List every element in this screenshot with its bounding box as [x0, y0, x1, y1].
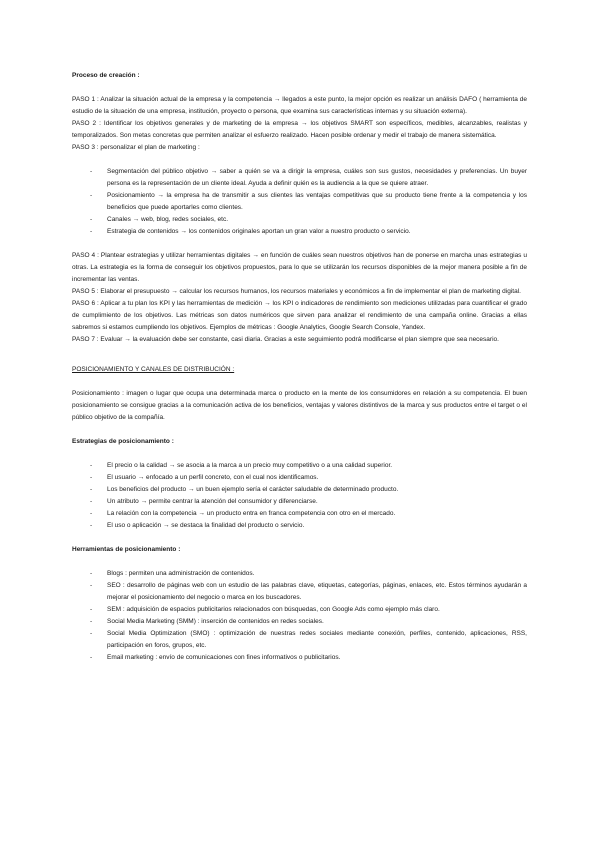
list-item: - Los beneficios del producto → un buen ejemplo sería el carácter saludable de determinado producto.: [90, 486, 399, 493]
herramientas-title: Herramientas de posicionamiento :: [72, 546, 181, 553]
paso-4: PASO 4 : Plantear estrategias y utilizar herramientas digitales → en función de cuáles sean nuestros objetivos han de ponerse en marcha unas estrategias u otras. La estrategia es la forma de conseguir los objetivos propuestos, para lo que se utilizarán los recursos disponibles de la mejor manera posible a fin de incrementar las ventas.: [72, 252, 527, 283]
list-item: - Un atributo → permite centrar la atención del consumidor y diferenciarse.: [90, 498, 318, 505]
list-item: - Email marketing : envío de comunicaciones con fines informativos o publicitarios.: [90, 654, 341, 661]
list-item: - Canales → web, blog, redes sociales, etc.: [90, 216, 229, 223]
section-heading-posicionamiento: POSICIONAMIENTO Y CANALES DE DISTRIBUCIÓN :: [72, 366, 235, 373]
paso-6: PASO 6 : Aplicar a tu plan los KPI y las herramientas de medición → los KPI o indicadores de rendimiento son mediciones utilizadas para cuantificar el grado de cumplimiento de los objetivos. Las métricas son datos numéricos que sirven para analizar el rendimiento de una campaña online. Gracias a ellas sabremos si estamos cumpliendo los objetivos. Ejemplos de métricas : Google Analytics, Google Search Console, Yandex.: [72, 300, 527, 331]
estrategias-list: [72, 460, 527, 532]
list-item: - El precio o la calidad → se asocia a la marca a un precio muy competitivo o a una calidad superior.: [90, 462, 393, 469]
posicionamiento-intro: Posicionamiento : imagen o lugar que ocupa una determinada marca o producto en la mente de los consumidores en relación a su competencia. El buen posicionamiento se consigue gracias a la comunicación activa de los beneficios, ventajas y valores distintivos de la marca y sus productos entre el target o el público objetivo de la compañía.: [72, 390, 527, 421]
paso-5: PASO 5 : Elaborar el presupuesto → calcular los recursos humanos, los recursos materiales y económicos a fin de implementar el plan de marketing digital.: [72, 288, 521, 295]
paso-3: PASO 3 : personalizar el plan de marketing :: [72, 144, 200, 151]
paso-2: PASO 2 : Identificar los objetivos generales y de marketing de la empresa → los objetivos SMART son específicos, medibles, alcanzables, realistas y temporalizados. Son metas concretas que permiten analizar el esfuerzo realizado. Hacen posible ordenar y medir el trabajo de manera sistemática.: [72, 120, 527, 139]
pasos-4-7: [72, 250, 527, 346]
paso-3-list: [72, 166, 527, 238]
list-item: - La relación con la competencia → un producto entra en franca competencia con otro en el mercado.: [90, 510, 396, 517]
document-page: [72, 70, 527, 664]
paso-7: PASO 7 : Evaluar → la evaluación debe ser constante, casi diaria. Gracias a este seguimiento podrá modificarse el plan siempre que sea necesario.: [72, 336, 499, 343]
pasos-1-3: [72, 94, 527, 154]
list-item: - El usuario → enfocado a un perfil concreto, con el cual nos identificamos.: [90, 474, 319, 481]
paso-1: PASO 1 : Analizar la situación actual de la empresa y la competencia → llegados a este punto, la mejor opción es realizar un análisis DAFO ( herramienta de estudio de la situación de una empresa, institución, proyecto o persona, que examina sus características internas y su situación externa).: [72, 96, 527, 115]
list-item: - SEO : desarrollo de páginas web con un estudio de las palabras clave, etiquetas, categorías, páginas, enlaces, etc. Estos términos ayudarán a mejorar el posicionamiento del negocio o marca en los buscadores.: [90, 582, 527, 601]
section-title-proceso: Proceso de creación :: [72, 72, 140, 79]
list-item: - Social Media Marketing (SMM) : inserción de contenidos en redes sociales.: [90, 618, 324, 625]
herramientas-list: [72, 568, 527, 664]
list-item: - SEM : adquisición de espacios publicitarios relacionados con búsquedas, con Google Ads como ejemplo más claro.: [90, 606, 440, 613]
list-item: - El uso o aplicación → se destaca la finalidad del producto o servicio.: [90, 522, 305, 529]
list-item: - Segmentación del público objetivo → saber a quién se va a dirigir la empresa, cuáles son sus gustos, necesidades y preferencias. Un buyer persona es la representación de un cliente ideal. Ayuda a definir quién es la audiencia a la que se quiere atraer.: [90, 168, 527, 187]
list-item: - Posicionamiento → la empresa ha de transmitir a sus clientes las ventajas competitivas que su producto tiene frente a la competencia y los beneficios que puede aportarles como clientes.: [90, 192, 527, 211]
list-item: - Estrategia de contenidos → los contenidos originales aportan un gran valor a nuestro producto o servicio.: [90, 228, 411, 235]
list-item: - Blogs : permiten una administración de contenidos.: [90, 570, 255, 577]
list-item: - Social Media Optimization (SMO) : optimización de nuestras redes sociales mediante conexión, perfiles, contenido, aplicaciones, RSS, participación en foros, grupos, etc.: [90, 630, 527, 649]
estrategias-title: Estrategias de posicionamiento :: [72, 438, 174, 445]
